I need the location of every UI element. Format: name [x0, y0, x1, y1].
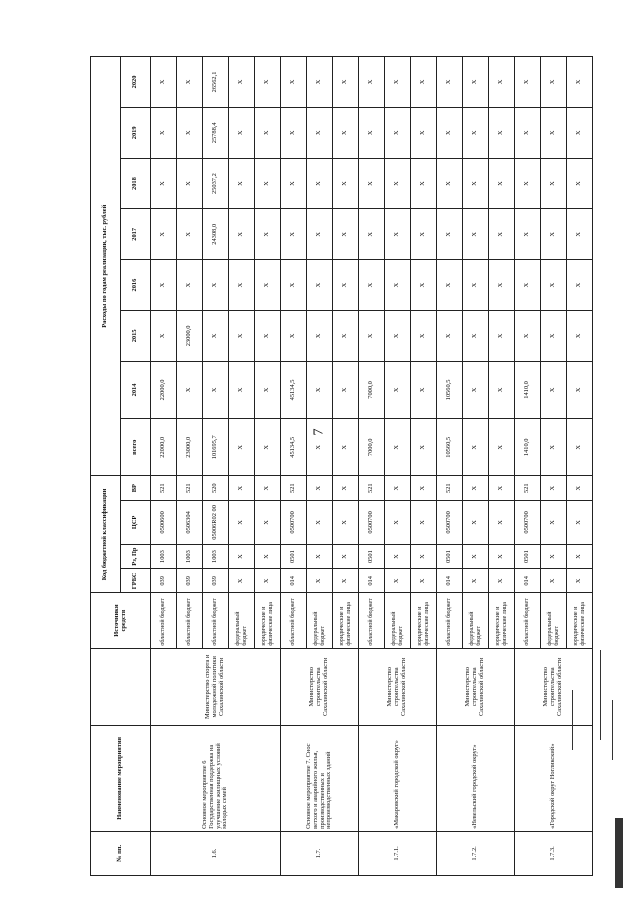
value-cell: 10560,5 — [437, 419, 463, 476]
value-cell: X — [333, 158, 359, 209]
value-cell: 10560,5 — [437, 361, 463, 418]
csr-cell: X — [229, 500, 255, 544]
value-cell: X — [463, 419, 489, 476]
value-cell: X — [281, 158, 307, 209]
row-number: 1.7.1. — [359, 831, 437, 875]
header-col: 2019 — [121, 107, 151, 158]
value-cell: X — [151, 260, 177, 311]
value-cell: X — [411, 107, 437, 158]
value-cell: X — [541, 158, 567, 209]
header-name: Наименование мероприятия — [91, 725, 151, 831]
table-row — [437, 57, 463, 876]
funding-source: юридические и физические лица — [255, 593, 281, 648]
funding-source: федеральный бюджет — [307, 593, 333, 648]
value-cell: X — [385, 310, 411, 361]
value-cell: X — [255, 158, 281, 209]
vr-cell: X — [489, 476, 515, 500]
grbs-cell: 014 — [437, 569, 463, 593]
value-cell: X — [411, 158, 437, 209]
grbs-cell: X — [255, 569, 281, 593]
value-cell: X — [515, 107, 541, 158]
value-cell: 25788,4 — [203, 107, 229, 158]
page-number: 7 — [311, 428, 327, 436]
rzpr-cell: X — [411, 544, 437, 568]
grbs-cell: X — [333, 569, 359, 593]
value-cell: X — [385, 419, 411, 476]
value-cell: X — [385, 158, 411, 209]
csr-cell: 0500600 — [151, 500, 177, 544]
value-cell: X — [281, 107, 307, 158]
header-executor — [91, 648, 151, 725]
value-cell: X — [515, 260, 541, 311]
table-row — [359, 57, 385, 876]
value-cell: X — [411, 419, 437, 476]
grbs-cell: X — [307, 569, 333, 593]
value-cell: X — [541, 107, 567, 158]
value-cell: X — [255, 57, 281, 108]
value-cell: X — [359, 57, 385, 108]
value-cell: X — [437, 57, 463, 108]
value-cell: 24308,0 — [203, 209, 229, 260]
csr-cell: X — [541, 500, 567, 544]
value-cell: X — [515, 57, 541, 108]
value-cell: X — [281, 57, 307, 108]
value-cell: X — [229, 260, 255, 311]
header-col: ЦСР — [121, 500, 151, 544]
value-cell: X — [151, 57, 177, 108]
rzpr-cell: X — [385, 544, 411, 568]
executor: Министерство строительства Сахалинской области — [359, 648, 437, 725]
csr-cell: 0500700 — [515, 500, 541, 544]
value-cell: X — [385, 361, 411, 418]
csr-cell: 05006R02 00 — [203, 500, 229, 544]
value-cell: X — [229, 361, 255, 418]
vr-cell: X — [229, 476, 255, 500]
value-cell: X — [385, 57, 411, 108]
value-cell: X — [359, 107, 385, 158]
measure-name: «Макаровский городской округ» — [359, 725, 437, 831]
funding-source: областной бюджет — [515, 593, 541, 648]
header-col: 2014 — [121, 361, 151, 418]
value-cell: X — [437, 310, 463, 361]
vr-cell: 521 — [437, 476, 463, 500]
value-cell: X — [151, 107, 177, 158]
vr-cell: X — [307, 476, 333, 500]
funding-source: федеральный бюджет — [463, 593, 489, 648]
grbs-cell: X — [567, 569, 593, 593]
value-cell: X — [489, 361, 515, 418]
value-cell: 23000,0 — [177, 310, 203, 361]
vr-cell: 521 — [151, 476, 177, 500]
margin-mark — [600, 650, 601, 740]
margin-mark — [615, 818, 623, 888]
value-cell: X — [567, 158, 593, 209]
margin-mark — [572, 690, 573, 750]
vr-cell: 521 — [177, 476, 203, 500]
table-body — [151, 57, 593, 876]
value-cell: X — [333, 310, 359, 361]
value-cell: X — [411, 260, 437, 311]
value-cell: X — [177, 57, 203, 108]
measure-name: «Городской округ Ногликский» — [515, 725, 593, 831]
csr-cell: X — [463, 500, 489, 544]
executor: Министерство строительства Сахалинской области — [281, 648, 359, 725]
value-cell: X — [385, 107, 411, 158]
value-cell: X — [177, 107, 203, 158]
value-cell: X — [541, 209, 567, 260]
value-cell: X — [385, 209, 411, 260]
value-cell: X — [489, 260, 515, 311]
value-cell: X — [411, 361, 437, 418]
funding-source: областной бюджет — [359, 593, 385, 648]
table-row — [281, 57, 307, 876]
value-cell: X — [567, 107, 593, 158]
csr-cell: 0500700 — [359, 500, 385, 544]
value-cell: X — [411, 57, 437, 108]
value-cell: X — [229, 158, 255, 209]
value-cell: X — [541, 310, 567, 361]
value-cell: X — [463, 209, 489, 260]
measure-name: «Невельский городской округ» — [437, 725, 515, 831]
grbs-cell: 039 — [177, 569, 203, 593]
funding-source: федеральный бюджет — [229, 593, 255, 648]
value-cell: X — [359, 209, 385, 260]
grbs-cell: 014 — [515, 569, 541, 593]
value-cell: 26562,1 — [203, 57, 229, 108]
value-cell: X — [463, 260, 489, 311]
value-cell: X — [255, 209, 281, 260]
table-header — [91, 57, 151, 876]
rzpr-cell: 0501 — [437, 544, 463, 568]
value-cell: X — [567, 361, 593, 418]
value-cell: X — [489, 158, 515, 209]
value-cell: X — [307, 57, 333, 108]
value-cell: X — [541, 57, 567, 108]
value-cell: X — [177, 260, 203, 311]
row-number: 1.6. — [151, 831, 281, 875]
value-cell: X — [437, 260, 463, 311]
value-cell: 23000,0 — [177, 419, 203, 476]
value-cell: X — [359, 260, 385, 311]
value-cell: X — [307, 209, 333, 260]
value-cell: X — [177, 158, 203, 209]
value-cell: X — [229, 310, 255, 361]
vr-cell: 521 — [359, 476, 385, 500]
value-cell: X — [333, 419, 359, 476]
csr-cell: X — [489, 500, 515, 544]
value-cell: X — [541, 260, 567, 311]
grbs-cell: X — [385, 569, 411, 593]
header-col: Рз, Пр — [121, 544, 151, 568]
rzpr-cell: X — [567, 544, 593, 568]
value-cell: X — [229, 57, 255, 108]
csr-cell: 0500700 — [437, 500, 463, 544]
value-cell: X — [463, 107, 489, 158]
value-cell: 7000,0 — [359, 419, 385, 476]
header-sources: Источники средств — [91, 593, 151, 648]
value-cell: X — [307, 361, 333, 418]
value-cell: 101695,7 — [203, 419, 229, 476]
value-cell: X — [489, 419, 515, 476]
value-cell: X — [255, 310, 281, 361]
vr-cell: X — [255, 476, 281, 500]
expenses-table — [90, 56, 593, 876]
value-cell: X — [359, 158, 385, 209]
header-col: 2020 — [121, 57, 151, 108]
value-cell: X — [333, 209, 359, 260]
value-cell: X — [463, 158, 489, 209]
value-cell: X — [333, 361, 359, 418]
value-cell: X — [463, 57, 489, 108]
executor: Министерство строительства Сахалинской области — [437, 648, 515, 725]
value-cell: X — [515, 310, 541, 361]
value-cell: X — [489, 57, 515, 108]
value-cell: X — [229, 209, 255, 260]
grbs-cell: X — [411, 569, 437, 593]
value-cell: X — [203, 260, 229, 311]
grbs-cell: 014 — [359, 569, 385, 593]
value-cell: X — [489, 310, 515, 361]
measure-name: Основное мероприятие 6 Государственная поддержка на улучшение жилищных условий молодых семей — [151, 725, 281, 831]
rzpr-cell: X — [489, 544, 515, 568]
csr-cell: X — [385, 500, 411, 544]
value-cell: X — [281, 310, 307, 361]
value-cell: X — [307, 310, 333, 361]
rzpr-cell: X — [307, 544, 333, 568]
value-cell: X — [541, 419, 567, 476]
funding-source: областной бюджет — [177, 593, 203, 648]
rzpr-cell: 0501 — [281, 544, 307, 568]
vr-cell: 520 — [203, 476, 229, 500]
vr-cell: X — [411, 476, 437, 500]
value-cell: X — [307, 419, 333, 476]
value-cell: X — [463, 361, 489, 418]
value-cell: X — [437, 107, 463, 158]
grbs-cell: 039 — [203, 569, 229, 593]
rzpr-cell: X — [255, 544, 281, 568]
value-cell: X — [515, 158, 541, 209]
value-cell: X — [567, 419, 593, 476]
value-cell: X — [567, 310, 593, 361]
header-col: ГРБС — [121, 569, 151, 593]
value-cell: X — [255, 419, 281, 476]
value-cell: X — [177, 209, 203, 260]
funding-source: юридические и физические лица — [333, 593, 359, 648]
rzpr-cell: 1003 — [177, 544, 203, 568]
table-row — [515, 57, 541, 876]
vr-cell: 521 — [515, 476, 541, 500]
value-cell: X — [151, 310, 177, 361]
header-col: всего — [121, 419, 151, 476]
grbs-cell: X — [463, 569, 489, 593]
funding-source: областной бюджет — [281, 593, 307, 648]
margin-mark — [612, 700, 613, 760]
value-cell: X — [255, 260, 281, 311]
header-expenses: Расходы по годам реализации, тыс. рублей — [91, 57, 121, 477]
csr-cell: 0500700 — [281, 500, 307, 544]
header-kbk: Код бюджетной классификации — [91, 476, 121, 593]
funding-source: областной бюджет — [203, 593, 229, 648]
funding-source: юридические и физические лица — [567, 593, 593, 648]
table-row — [151, 57, 177, 876]
value-cell: X — [359, 310, 385, 361]
row-number: 1.7. — [281, 831, 359, 875]
rzpr-cell: 0501 — [515, 544, 541, 568]
value-cell: 45134,5 — [281, 361, 307, 418]
funding-source: федеральный бюджет — [541, 593, 567, 648]
rzpr-cell: X — [333, 544, 359, 568]
value-cell: X — [411, 209, 437, 260]
value-cell: X — [333, 260, 359, 311]
value-cell: X — [255, 361, 281, 418]
value-cell: X — [333, 107, 359, 158]
value-cell: X — [307, 158, 333, 209]
rzpr-cell: X — [541, 544, 567, 568]
vr-cell: X — [385, 476, 411, 500]
csr-cell: X — [255, 500, 281, 544]
value-cell: X — [411, 310, 437, 361]
value-cell: 22000,0 — [151, 419, 177, 476]
vr-cell: X — [567, 476, 593, 500]
value-cell: X — [333, 57, 359, 108]
header-col: ВР — [121, 476, 151, 500]
value-cell: X — [307, 107, 333, 158]
value-cell: X — [255, 107, 281, 158]
funding-source: федеральный бюджет — [385, 593, 411, 648]
value-cell: X — [567, 209, 593, 260]
value-cell: X — [385, 260, 411, 311]
rzpr-cell: X — [229, 544, 255, 568]
csr-cell: X — [411, 500, 437, 544]
funding-source: областной бюджет — [151, 593, 177, 648]
vr-cell: X — [333, 476, 359, 500]
grbs-cell: X — [541, 569, 567, 593]
rzpr-cell: 0501 — [359, 544, 385, 568]
grbs-cell: X — [489, 569, 515, 593]
value-cell: X — [489, 107, 515, 158]
rzpr-cell: X — [463, 544, 489, 568]
funding-source: юридические и физические лица — [411, 593, 437, 648]
value-cell: X — [203, 310, 229, 361]
vr-cell: X — [541, 476, 567, 500]
value-cell: X — [281, 260, 307, 311]
value-cell: X — [567, 260, 593, 311]
value-cell: X — [229, 107, 255, 158]
value-cell: 7000,0 — [359, 361, 385, 418]
measure-name: Основное мероприятие 7. Снос ветхого и аварийного жилья, производственных и непроизводственных зданий — [281, 725, 359, 831]
vr-cell: 521 — [281, 476, 307, 500]
csr-cell: X — [567, 500, 593, 544]
vr-cell: X — [463, 476, 489, 500]
value-cell: X — [307, 260, 333, 311]
header-col: 2017 — [121, 209, 151, 260]
value-cell: 45134,5 — [281, 419, 307, 476]
value-cell: X — [489, 209, 515, 260]
value-cell: X — [463, 310, 489, 361]
funding-source: областной бюджет — [437, 593, 463, 648]
value-cell: X — [229, 419, 255, 476]
value-cell: X — [515, 209, 541, 260]
value-cell: X — [203, 361, 229, 418]
value-cell: 25037,2 — [203, 158, 229, 209]
value-cell: X — [567, 57, 593, 108]
rotated-table-container — [90, 56, 586, 876]
header-col: 2018 — [121, 158, 151, 209]
value-cell: X — [437, 158, 463, 209]
value-cell: X — [437, 209, 463, 260]
value-cell: 1410,0 — [515, 419, 541, 476]
value-cell: X — [177, 361, 203, 418]
header-col: 2016 — [121, 260, 151, 311]
rzpr-cell: 1003 — [203, 544, 229, 568]
value-cell: X — [281, 209, 307, 260]
row-number: 1.7.2. — [437, 831, 515, 875]
header-no: № пп. — [91, 831, 151, 875]
header-col: 2015 — [121, 310, 151, 361]
csr-cell: 0506304 — [177, 500, 203, 544]
value-cell: 22000,0 — [151, 361, 177, 418]
csr-cell: X — [307, 500, 333, 544]
rzpr-cell: 1003 — [151, 544, 177, 568]
grbs-cell: 039 — [151, 569, 177, 593]
value-cell: 1410,0 — [515, 361, 541, 418]
funding-source: юридические и физические лица — [489, 593, 515, 648]
csr-cell: X — [333, 500, 359, 544]
grbs-cell: X — [229, 569, 255, 593]
executor: Министерство строительства Сахалинской области — [515, 648, 593, 725]
value-cell: X — [151, 209, 177, 260]
executor: Министерство спорта и молодежной политики Сахалинской области — [151, 648, 281, 725]
grbs-cell: 014 — [281, 569, 307, 593]
row-number: 1.7.3. — [515, 831, 593, 875]
value-cell: X — [151, 158, 177, 209]
value-cell: X — [541, 361, 567, 418]
